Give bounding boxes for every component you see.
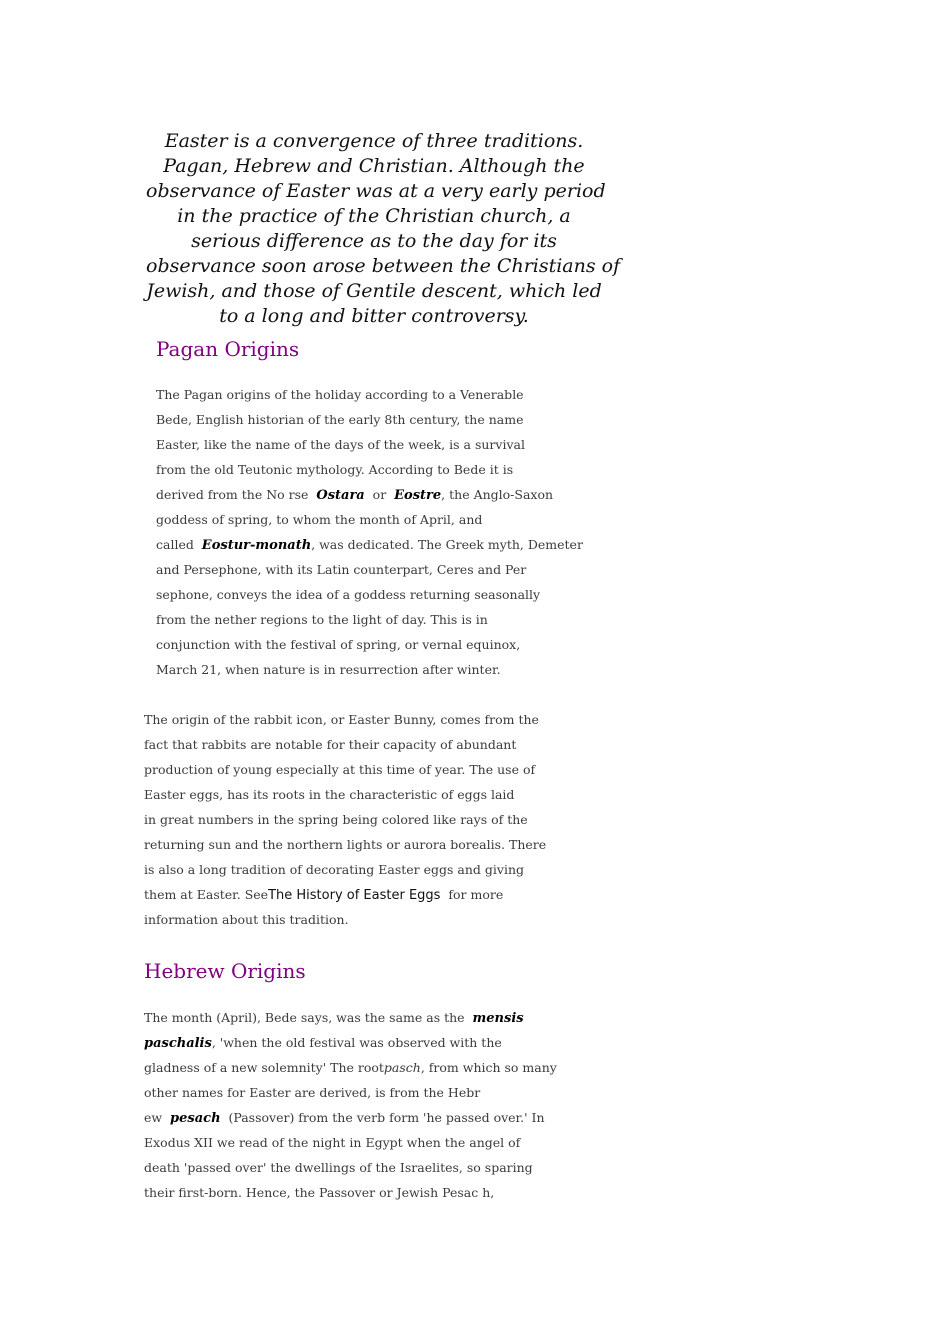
text-line: Easter eggs, has its roots in the characteristic of eggs laid <box>144 787 515 802</box>
intro-line: Jewish, and those of Gentile descent, which led <box>146 280 602 302</box>
text-run: or <box>364 487 395 502</box>
text-line: other names for Easter are derived, is from the Hebr <box>144 1085 481 1100</box>
pagan-paragraph-1 <box>156 382 583 682</box>
text-run: The month (April), Bede says, was the same as the <box>144 1010 473 1025</box>
intro-line: to a long and bitter controversy. <box>219 305 529 327</box>
intro-line: observance soon arose between the Christians of <box>146 255 621 277</box>
text-line <box>144 1005 557 1030</box>
text-line: March 21, when nature is in resurrection after winter. <box>156 662 501 677</box>
text-run: , was dedicated. The Greek myth, Demeter <box>311 537 583 552</box>
term-eostre: Eostre <box>394 488 442 503</box>
text-line: death 'passed over' the dwellings of the Israelites, so sparing <box>144 1160 533 1175</box>
text-line: from the old Teutonic mythology. According to Bede it is <box>156 462 514 477</box>
text-line <box>156 532 583 557</box>
text-line: returning sun and the northern lights or aurora borealis. There <box>144 837 547 852</box>
text-run: , from which so many <box>420 1060 557 1075</box>
text-run: called <box>156 537 202 552</box>
text-line <box>144 1055 557 1080</box>
intro-line: serious difference as to the day for its <box>191 230 557 252</box>
text-run: for more <box>440 887 504 902</box>
text-line <box>144 1030 557 1055</box>
hebrew-paragraph-1 <box>144 1005 557 1205</box>
text-line: goddess of spring, to whom the month of April, and <box>156 512 483 527</box>
easter-eggs-history-link[interactable]: The History of Easter Eggs <box>268 888 441 903</box>
text-line: in great numbers in the spring being colored like rays of the <box>144 812 528 827</box>
intro-line: observance of Easter was at a very early period <box>146 180 606 202</box>
intro-line: Pagan, Hebrew and Christian. Although the <box>163 155 585 177</box>
term-pesach: pesach <box>170 1111 221 1126</box>
pagan-paragraph-2 <box>144 707 546 932</box>
intro-line: in the practice of the Christian church, a <box>177 205 571 227</box>
text-run: , the Anglo-Saxon <box>441 487 554 502</box>
term-pasch: pasch <box>383 1060 421 1075</box>
text-run: ew <box>144 1110 171 1125</box>
text-line: sephone, conveys the idea of a goddess returning seasonally <box>156 587 541 602</box>
text-run: derived from the No rse <box>156 487 317 502</box>
text-line: The Pagan origins of the holiday according to a Venerable <box>156 387 524 402</box>
term-paschalis: paschalis <box>144 1036 212 1051</box>
text-line: fact that rabbits are notable for their capacity of abundant <box>144 737 517 752</box>
intro-paragraph <box>146 129 621 329</box>
hebrew-origins-heading: Hebrew Origins <box>144 959 306 983</box>
text-line: The origin of the rabbit icon, or Easter Bunny, comes from the <box>144 712 539 727</box>
text-line <box>144 882 546 907</box>
text-line: and Persephone, with its Latin counterpart, Ceres and Per <box>156 562 527 577</box>
intro-line: Easter is a convergence of three traditions. <box>164 130 584 152</box>
pagan-origins-heading: Pagan Origins <box>156 337 300 361</box>
text-line: is also a long tradition of decorating Easter eggs and giving <box>144 862 525 877</box>
text-run: them at Easter. See <box>144 887 269 902</box>
term-ostara: Ostara <box>316 488 365 503</box>
text-line <box>156 482 583 507</box>
text-line <box>144 1105 557 1130</box>
text-line: information about this tradition. <box>144 912 349 927</box>
text-line: production of young especially at this time of year. The use of <box>144 762 536 777</box>
text-line: conjunction with the festival of spring, or vernal equinox, <box>156 637 521 652</box>
term-eostur-monath: Eostur-monath <box>201 538 312 553</box>
text-run: (Passover) from the verb form 'he passed over.' In <box>220 1110 545 1125</box>
text-line: from the nether regions to the light of day. This is in <box>156 612 488 627</box>
text-line: Exodus XII we read of the night in Egypt when the angel of <box>144 1135 521 1150</box>
text-line: their first-born. Hence, the Passover or Jewish Pesac h, <box>144 1185 495 1200</box>
text-line: Easter, like the name of the days of the week, is a survival <box>156 437 525 452</box>
text-run: gladness of a new solemnity' The root <box>144 1060 384 1075</box>
text-run: , 'when the old festival was observed with the <box>211 1035 502 1050</box>
term-mensis: mensis <box>472 1011 524 1026</box>
text-line: Bede, English historian of the early 8th century, the name <box>156 412 524 427</box>
